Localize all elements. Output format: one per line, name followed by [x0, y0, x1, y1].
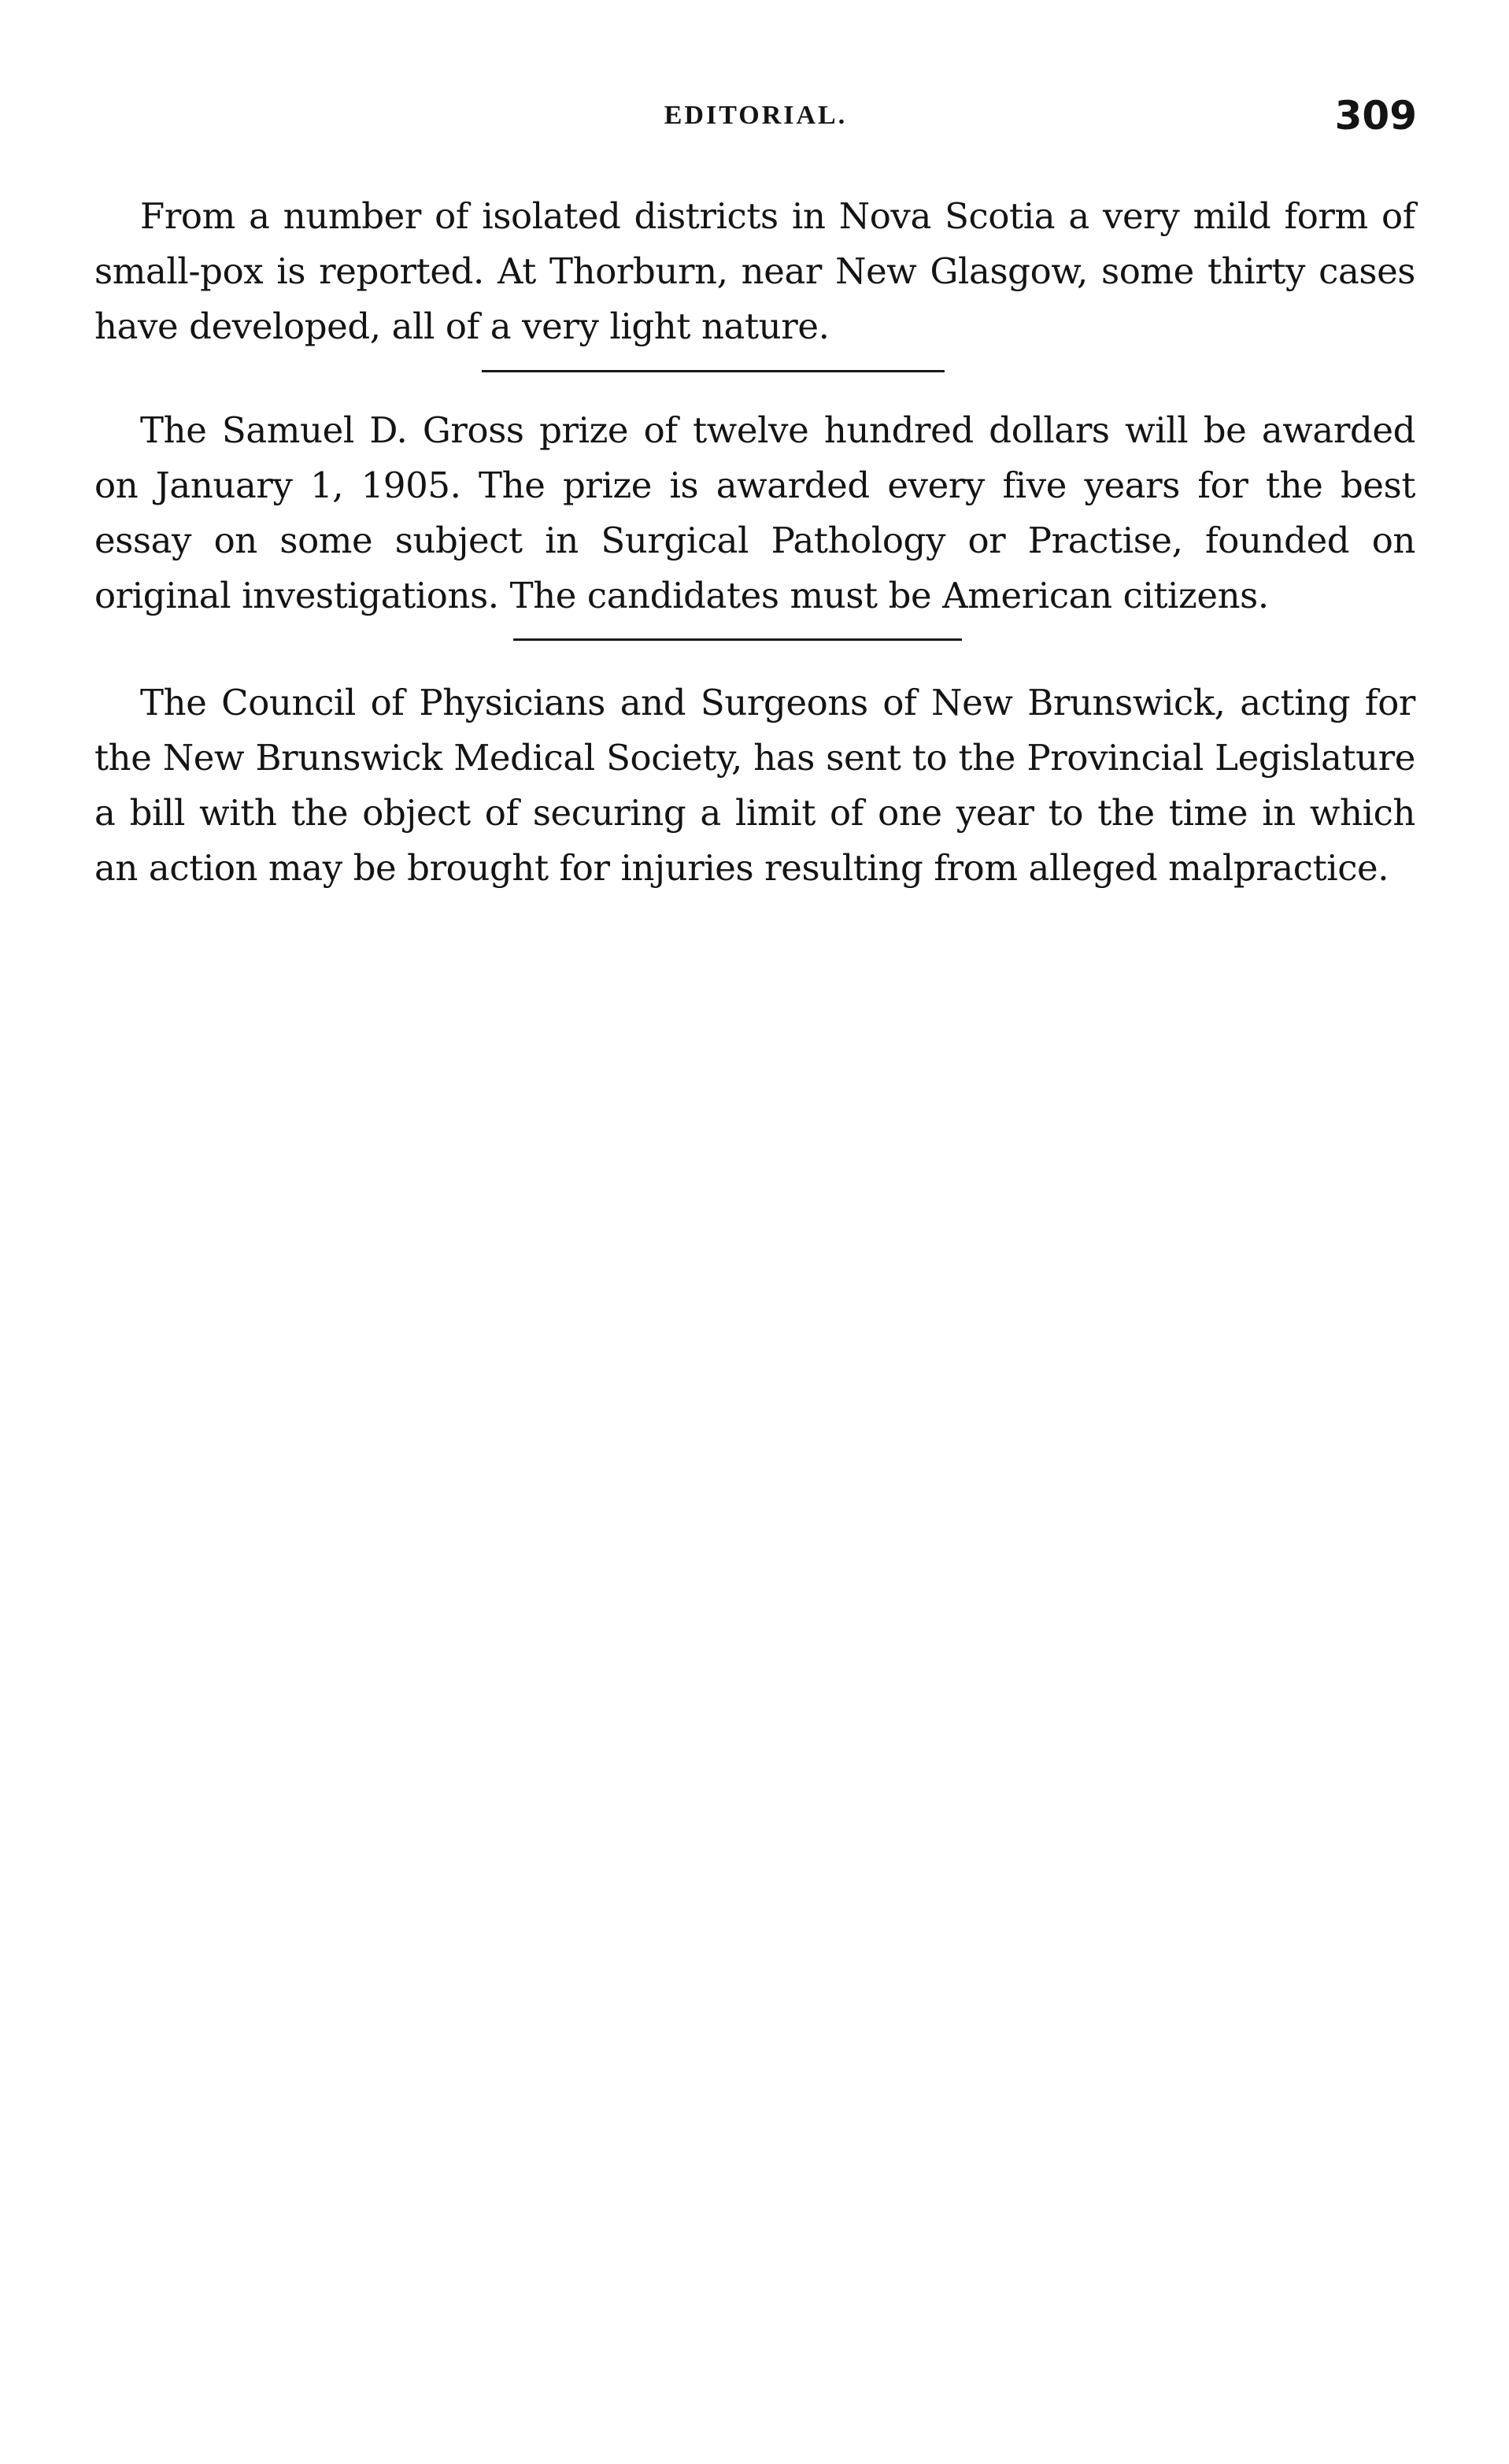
paragraph-gross-prize: The Samuel D. Gross prize of twelve hundred dollars will be awarded on January 1, 1905. The prize is awarded every five years for the best essay on some subject in Surgical Pathology or Practise, founded on original investigations. The candidates must be American citizens. — [94, 409, 1415, 616]
page-header — [94, 93, 1417, 156]
paragraph-smallpox: From a number of isolated districts in Nova Scotia a very mild form of small-pox is reported. At Thorburn, near New Glasgow, some thirty cases have developed, all of a very light nature. — [94, 195, 1415, 347]
paragraph-council-bill: The Council of Physicians and Surgeons of New Brunswick, acting for the New Brunswick Medical Society, has sent to the Provincial Legislature a bill with the object of securing a limit of one year to the time in which an action may be brought for injuries resulting from alleged malpractice. — [94, 682, 1415, 889]
section-divider — [513, 638, 962, 641]
running-head: EDITORIAL. — [664, 101, 848, 130]
section-divider — [482, 370, 945, 372]
page-number: 309 — [1334, 93, 1417, 139]
